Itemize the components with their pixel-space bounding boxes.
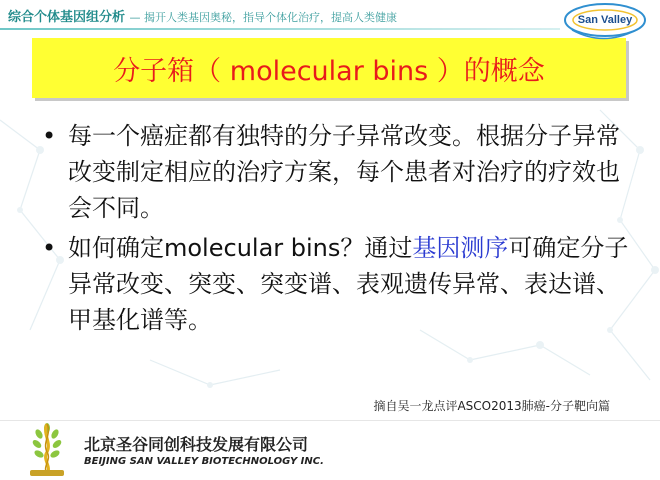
bullet-text-2-after: 可确定分子异常改变、突变、突变谱、表观遗传异常、表达谱、甲基化谱等。	[68, 234, 629, 334]
slide-title: 分子箱（ molecular bins ）的概念	[113, 55, 545, 87]
bullet-marker: •	[42, 122, 57, 150]
san-valley-logo-icon	[560, 0, 650, 44]
bullet-text-1: 每一个癌症都有独特的分子异常改变。根据分子异常改变制定相应的治疗方案，每个患者对治疗的疗效也会不同。	[68, 122, 620, 222]
header-title: 综合个体基因组分析	[8, 10, 126, 25]
logo-text: San Valley	[577, 14, 633, 26]
header-slogan: — 揭开人类基因奥秘，指导个体化治疗，提高人类健康	[129, 11, 398, 24]
company-name-en: BEIJING SAN VALLEY BIOTECHNOLOGY INC.	[84, 456, 324, 467]
bullet-item-1	[40, 118, 630, 226]
bullet-marker: •	[42, 234, 57, 262]
company-name-cn: 北京圣谷同创科技发展有限公司	[84, 435, 309, 454]
header-divider	[0, 28, 560, 30]
title-box	[32, 38, 626, 98]
bullet-text-2-before: 如何确定molecular bins？通过	[68, 234, 413, 262]
header-text	[8, 6, 397, 25]
company-emblem-icon	[24, 420, 70, 478]
citation-text: 摘自吴一龙点评ASCO2013肺癌-分子靶向篇	[373, 399, 610, 413]
bullet-list	[40, 118, 630, 342]
bullet-item-2	[40, 230, 630, 338]
bullet-text-2-highlight: 基因测序	[412, 234, 509, 262]
footer-divider	[0, 420, 660, 421]
